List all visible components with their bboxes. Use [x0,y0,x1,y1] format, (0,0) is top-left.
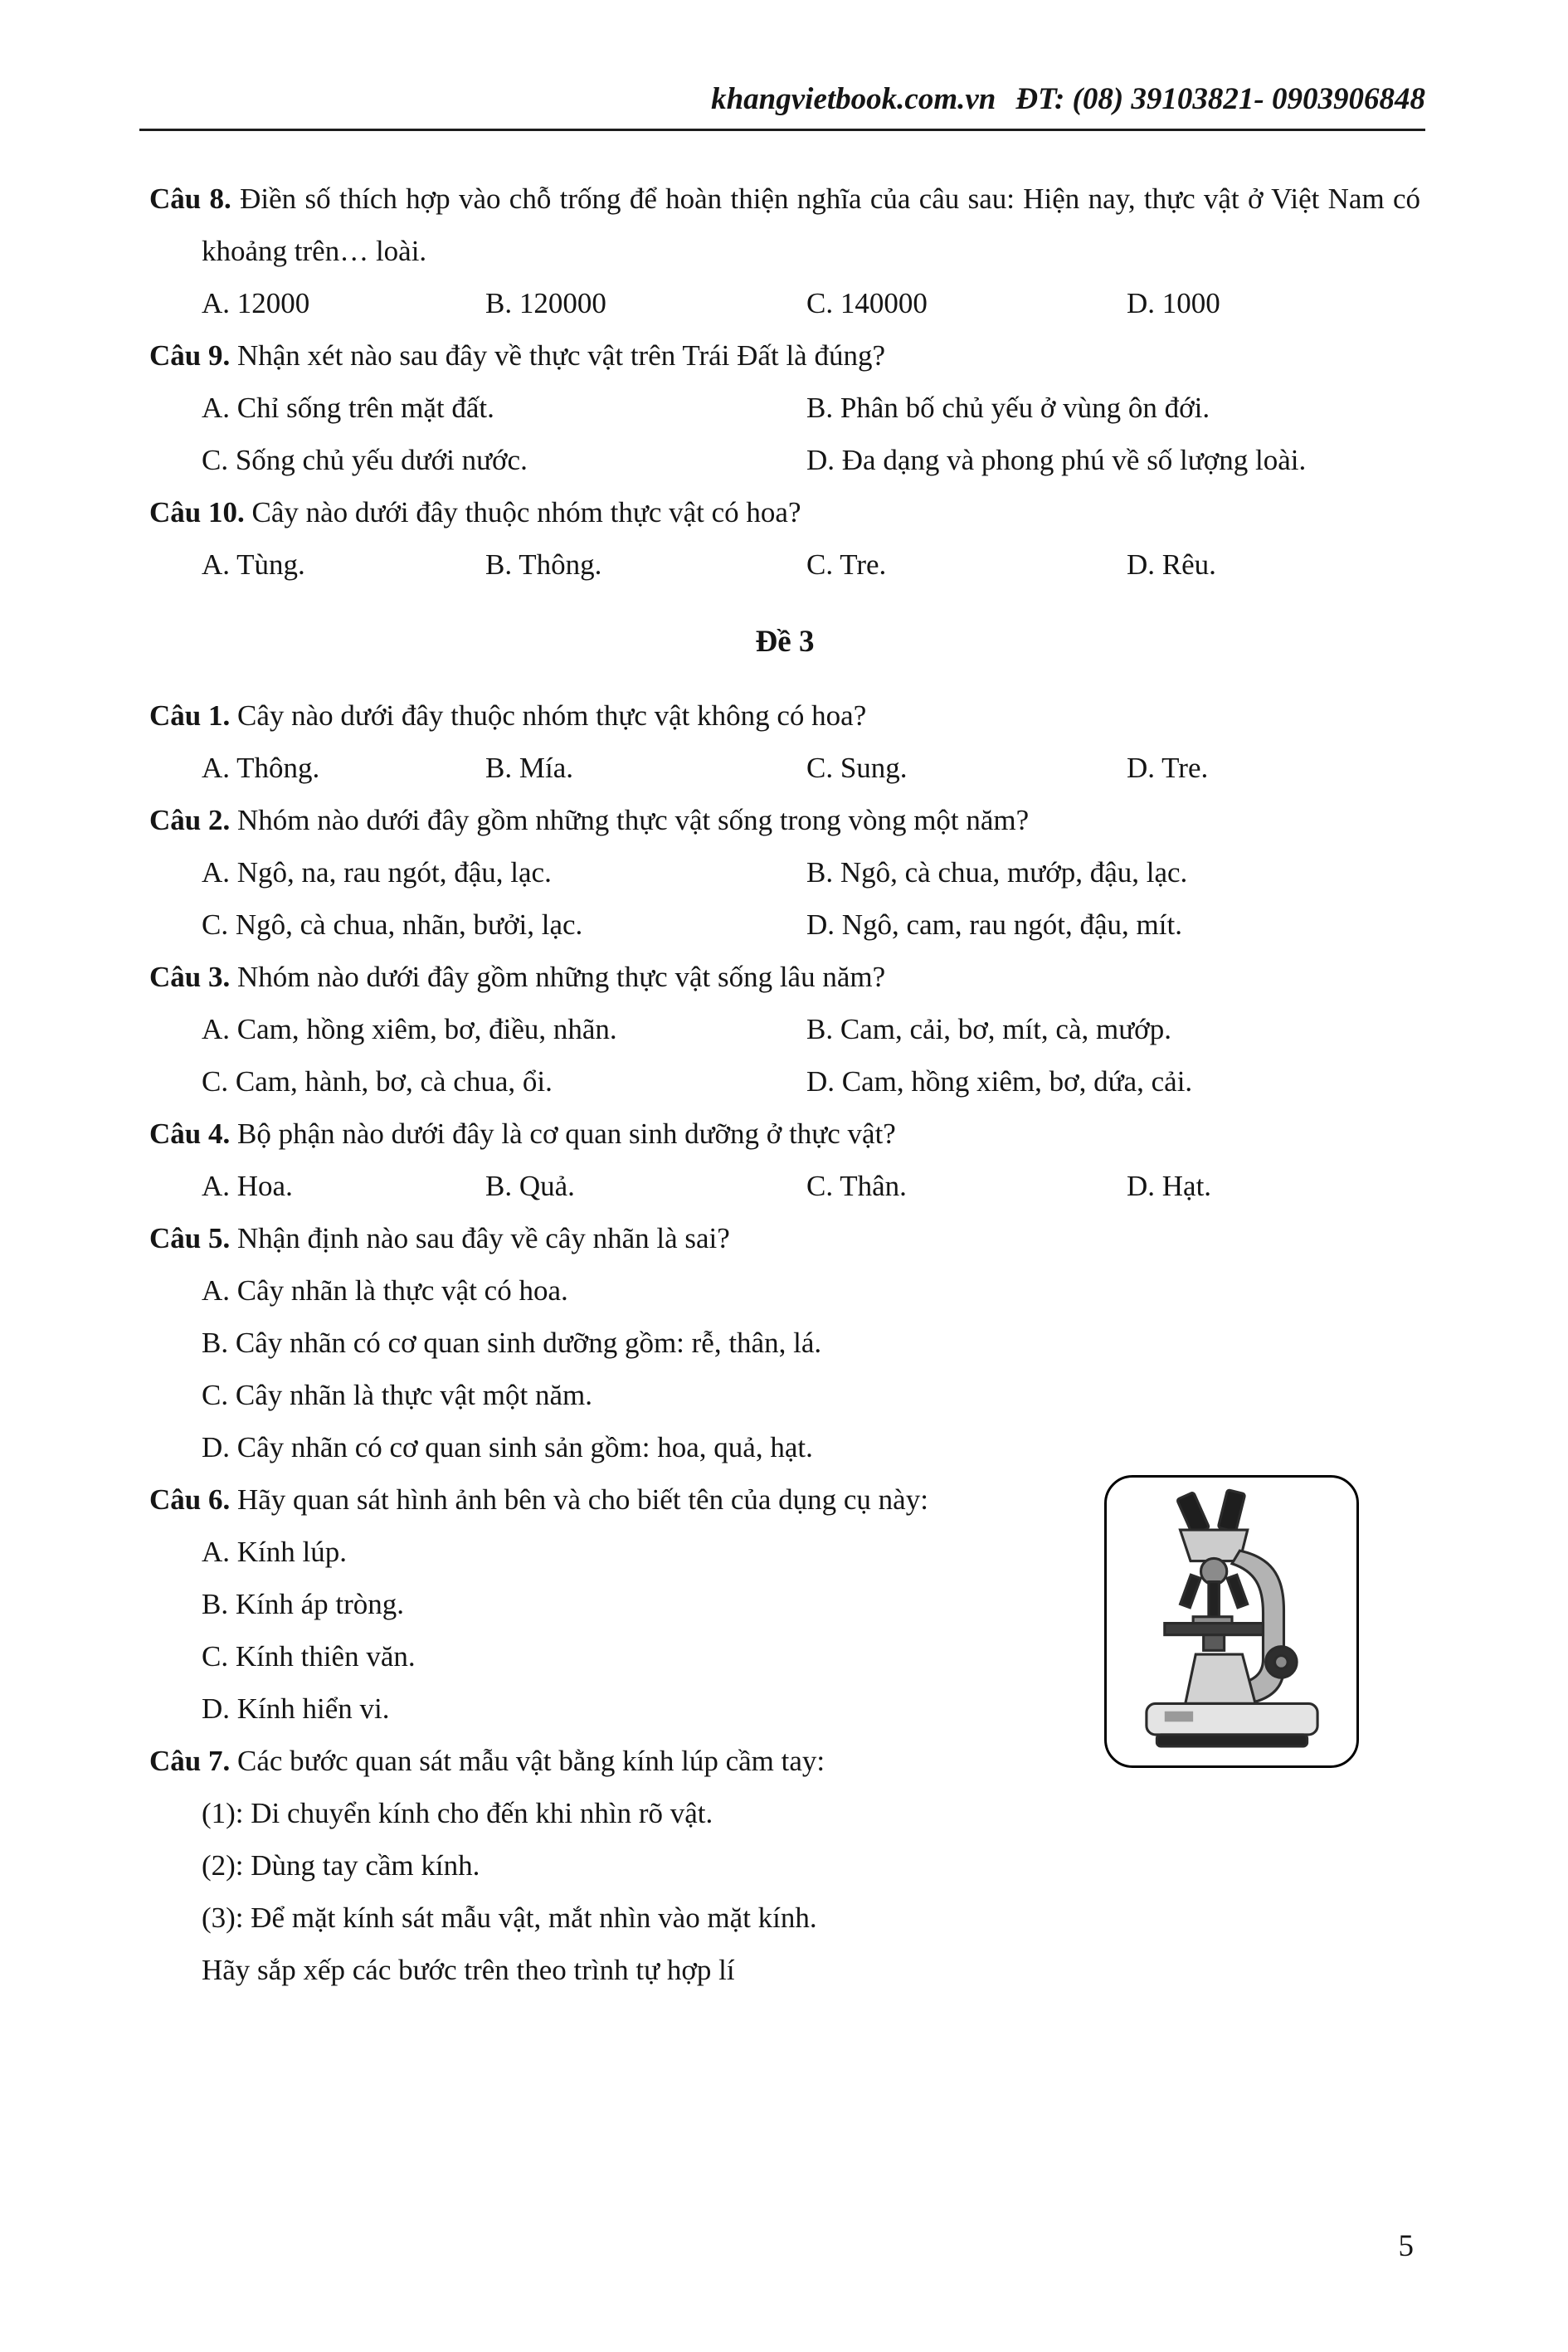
q5-option-b: B. Cây nhãn có cơ quan sinh dưỡng gồm: rễ, thân, lá. [202,1327,822,1359]
question-2-options [202,846,1420,951]
q9-option-b: B. Phân bố chủ yếu ở vùng ôn đới. [806,392,1210,424]
q4-option-d: D. Hạt. [1127,1170,1212,1202]
q2-option-d: D. Ngô, cam, rau ngót, đậu, mít. [806,908,1182,941]
question-6 [149,1473,1420,1735]
question-2 [149,794,1420,951]
question-2-label: Câu 2. [149,804,231,836]
question-10 [149,486,1420,591]
question-6-label: Câu 6. [149,1483,231,1516]
q7-step-1: (1): Di chuyển kính cho đến khi nhìn rõ vật. [202,1797,713,1829]
q10-option-b: B. Thông. [485,548,602,581]
page-number: 5 [1398,2229,1414,2263]
question-7-steps [202,1787,1420,1996]
q1-option-b: B. Mía. [485,752,573,784]
question-1-text: Cây nào dưới đây thuộc nhóm thực vật không có hoa? [237,699,867,732]
q3-option-a: A. Cam, hồng xiêm, bơ, điều, nhãn. [202,1013,617,1045]
question-4-options [202,1160,1420,1212]
q3-option-b: B. Cam, cải, bơ, mít, cà, mướp. [806,1013,1171,1045]
question-5 [149,1212,1420,1473]
q5-option-d: D. Cây nhãn có cơ quan sinh sản gồm: hoa, quả, hạt. [202,1431,813,1463]
q1-option-d: D. Tre. [1127,752,1209,784]
question-8-text: Điền số thích hợp vào chỗ trống để hoàn thiện nghĩa của câu sau: Hiện nay, thực vật ở Việt Nam có khoảng trên… loài. [202,183,1421,267]
question-7 [149,1735,1420,1996]
question-8-label: Câu 8. [149,183,231,215]
q8-option-a: A. 12000 [202,287,310,319]
question-3 [149,951,1420,1108]
question-1-label: Câu 1. [149,699,231,732]
q10-option-a: A. Tùng. [202,548,305,581]
q7-step-2: (2): Dùng tay cầm kính. [202,1849,480,1882]
question-9-label: Câu 9. [149,339,231,372]
microscope-icon [1128,1486,1336,1758]
page-content [149,173,1420,1996]
q8-option-c: C. 140000 [806,287,928,319]
header-site: khangvietbook.com.vn [711,82,996,116]
q2-option-b: B. Ngô, cà chua, mướp, đậu, lạc. [806,856,1188,889]
q4-option-c: C. Thân. [806,1170,907,1202]
q2-option-a: A. Ngô, na, rau ngót, đậu, lạc. [202,856,552,889]
question-9-text: Nhận xét nào sau đây về thực vật trên Trái Đất là đúng? [237,339,885,372]
q1-option-c: C. Sung. [806,752,908,784]
q4-option-b: B. Quả. [485,1170,575,1202]
question-9 [149,329,1420,486]
question-5-options [202,1264,1420,1473]
question-9-options [202,382,1420,486]
header-phone: ĐT: (08) 39103821- 0903906848 [1015,82,1425,116]
question-1 [149,689,1420,794]
q2-option-c: C. Ngô, cà chua, nhãn, bưởi, lạc. [202,908,583,941]
question-3-label: Câu 3. [149,961,231,993]
question-7-label: Câu 7. [149,1745,231,1777]
q9-option-d: D. Đa dạng và phong phú về số lượng loài. [806,444,1307,476]
q7-footer: Hãy sắp xếp các bước trên theo trình tự hợp lí [202,1954,735,1986]
question-5-text: Nhận định nào sau đây về cây nhãn là sai? [237,1222,730,1254]
question-3-text: Nhóm nào dưới đây gồm những thực vật sống lâu năm? [237,961,886,993]
q5-option-a: A. Cây nhãn là thực vật có hoa. [202,1274,568,1307]
question-6-text: Hãy quan sát hình ảnh bên và cho biết tên của dụng cụ này: [237,1483,928,1516]
q6-option-b: B. Kính áp tròng. [202,1588,405,1620]
question-10-text: Cây nào dưới đây thuộc nhóm thực vật có hoa? [251,496,801,528]
q4-option-a: A. Hoa. [202,1170,293,1202]
microscope-figure [1104,1475,1359,1768]
q3-option-c: C. Cam, hành, bơ, cà chua, ổi. [202,1065,553,1098]
question-4 [149,1108,1420,1212]
q6-option-c: C. Kính thiên văn. [202,1640,416,1673]
q9-option-a: A. Chỉ sống trên mặt đất. [202,392,494,424]
section-title: Đề 3 [755,625,815,659]
question-10-label: Câu 10. [149,496,245,528]
q1-option-a: A. Thông. [202,752,320,784]
q9-option-c: C. Sống chủ yếu dưới nước. [202,444,528,476]
page-header [139,81,1425,131]
question-1-options [202,742,1420,794]
question-8-options [202,277,1420,329]
q6-option-d: D. Kính hiển vi. [202,1692,390,1725]
q10-option-d: D. Rêu. [1127,548,1216,581]
q5-option-c: C. Cây nhãn là thực vật một năm. [202,1379,592,1411]
question-3-options [202,1003,1420,1108]
q8-option-b: B. 120000 [485,287,606,319]
question-7-text: Các bước quan sát mẫu vật bằng kính lúp cầm tay: [237,1745,825,1777]
q6-option-a: A. Kính lúp. [202,1536,347,1568]
question-4-label: Câu 4. [149,1118,231,1150]
question-8 [149,173,1420,329]
q7-step-3: (3): Để mặt kính sát mẫu vật, mắt nhìn vào mặt kính. [202,1902,817,1934]
question-5-label: Câu 5. [149,1222,231,1254]
question-2-text: Nhóm nào dưới đây gồm những thực vật sống trong vòng một năm? [237,804,1030,836]
question-4-text: Bộ phận nào dưới đây là cơ quan sinh dưỡng ở thực vật? [237,1118,896,1150]
q8-option-d: D. 1000 [1127,287,1220,319]
q10-option-c: C. Tre. [806,548,887,581]
q3-option-d: D. Cam, hồng xiêm, bơ, dứa, cải. [806,1065,1193,1098]
question-10-options [202,538,1420,591]
